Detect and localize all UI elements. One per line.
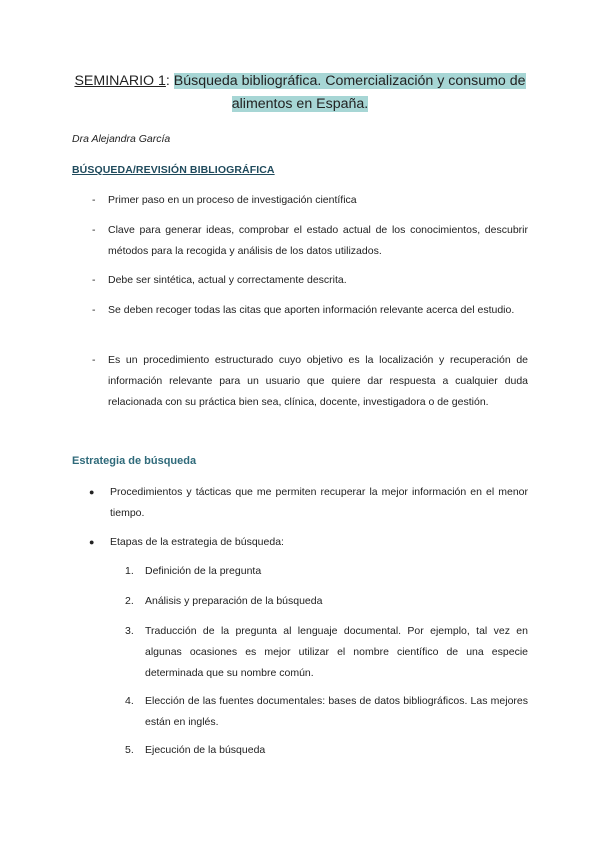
dash-list-item: - Primer paso en un proceso de investigación científica	[92, 190, 528, 211]
bullet-dot-icon: ●	[89, 487, 95, 497]
item-number: 4.	[125, 695, 134, 707]
numbered-list-item: 3. Traducción de la pregunta al lenguaje documental. Por ejemplo, tal vez en algunas ocasiones es mejor utilizar el nombre científico de una especie determinada que su nombre común.	[125, 621, 528, 684]
bullet-list-item: ● Etapas de la estrategia de búsqueda:	[92, 532, 528, 553]
page-title	[60, 70, 540, 116]
strategy-heading: Estrategia de búsqueda	[72, 455, 197, 467]
numbered-list-item: 1. Definición de la pregunta	[125, 561, 528, 582]
title-separator: :	[165, 73, 174, 89]
bullet-dot-icon: ●	[89, 537, 95, 547]
dash-list-item: - Debe ser sintética, actual y correctamente descrita.	[92, 270, 528, 291]
dash-list-item: - Es un procedimiento estructurado cuyo objetivo es la localización y recuperación de información relevante para un usuario que quiere dar respuesta a cualquier duda relacionada con su práctica bien sea, clínica, docente, investigadora o de gestión.	[92, 350, 528, 413]
item-number: 3.	[125, 625, 134, 637]
dash-marker: -	[92, 274, 96, 286]
dash-list-item: - Clave para generar ideas, comprobar el estado actual de los conocimientos, descubrir métodos para la recogida y análisis de los datos utilizados.	[92, 220, 528, 262]
numbered-list-item: 5. Ejecución de la búsqueda	[125, 740, 528, 761]
item-number: 2.	[125, 595, 134, 607]
author-line: Dra Alejandra García	[72, 133, 171, 145]
dash-marker: -	[92, 224, 96, 236]
title-highlighted-text: Búsqueda bibliográfica. Comercialización y consumo de alimentos en España.	[173, 73, 526, 112]
dash-marker: -	[92, 194, 96, 206]
item-number: 5.	[125, 744, 134, 756]
dash-list-item: - Se deben recoger todas las citas que aporten información relevante acerca del estudio.	[92, 300, 528, 321]
seminar-label: SEMINARIO 1	[74, 73, 166, 89]
section-heading: BÚSQUEDA/REVISIÓN BIBLIOGRÁFICA	[72, 164, 275, 176]
numbered-list-item: 4. Elección de las fuentes documentales: bases de datos bibliográficos. Las mejores están en inglés.	[125, 691, 528, 733]
numbered-list-item: 2. Análisis y preparación de la búsqueda	[125, 591, 528, 612]
item-number: 1.	[125, 565, 134, 577]
bullet-list-item: ● Procedimientos y tácticas que me permiten recuperar la mejor información en el menor tiempo.	[92, 482, 528, 524]
dash-marker: -	[92, 304, 96, 316]
dash-marker: -	[92, 354, 96, 366]
